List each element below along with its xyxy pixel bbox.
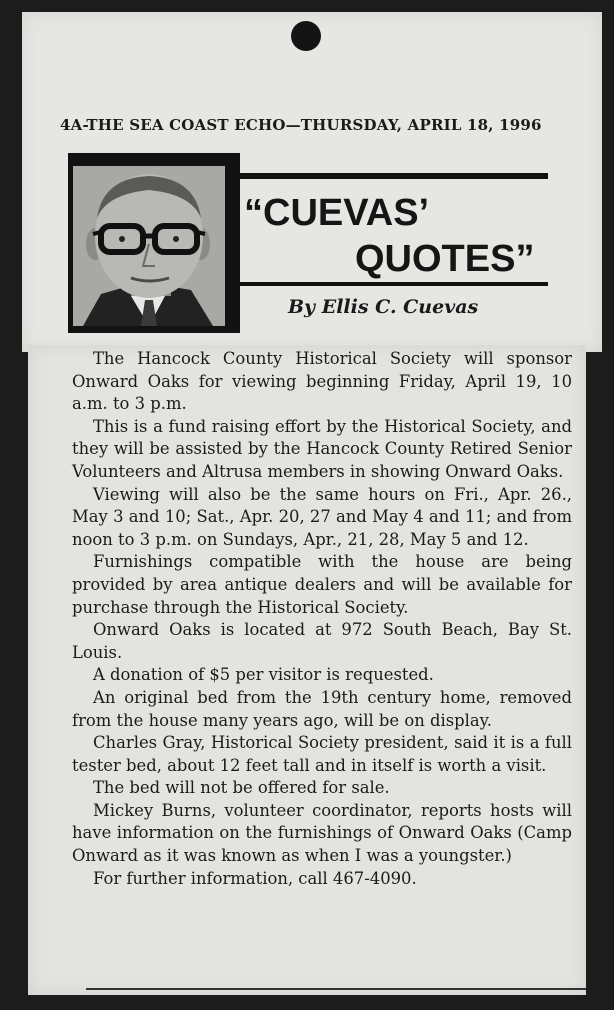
punch-hole	[291, 21, 321, 51]
column-end-rule	[86, 988, 586, 990]
paragraph: Onward Oaks is located at 972 South Beach, Bay St. Louis.	[72, 620, 572, 662]
byline: By Ellis C. Cuevas	[288, 296, 479, 318]
headline-line-2: QUOTES”	[355, 238, 535, 280]
columnist-photo	[73, 166, 225, 326]
headline-line-1: “CUEVAS’	[244, 192, 430, 234]
paragraph: Charles Gray, Historical Society president, said it is a full tester bed, about 12 feet tall and in itself is worth a visit.	[72, 733, 572, 775]
paragraph: For further information, call 467-4090.	[93, 868, 417, 888]
paragraph: The Hancock County Historical Society will sponsor Onward Oaks for viewing beginning Friday, April 19, 10 a.m. to 3 p.m.	[72, 349, 572, 414]
paragraph: This is a fund raising effort by the Historical Society, and they will be assisted by the Hancock County Retired Senior Volunteers and Altrusa members in showing Onward Oaks.	[72, 416, 572, 481]
headline-rule-top	[240, 173, 548, 179]
dateline: 4A-THE SEA COAST ECHO—THURSDAY, APRIL 18, 1996	[60, 116, 542, 134]
columnist-photo-frame	[68, 153, 240, 333]
article-body	[72, 348, 572, 890]
headline-rule-bottom	[240, 282, 548, 286]
paragraph: Mickey Burns, volunteer coordinator, reports hosts will have information on the furnishings of Onward Oaks (Camp Onward as it was known as when I was a youngster.)	[72, 800, 572, 866]
paragraph: A donation of $5 per visitor is requested.	[93, 665, 434, 685]
paragraph: An original bed from the 19th century home, removed from the house many years ago, will be on display.	[72, 687, 572, 730]
portrait-illustration	[73, 166, 225, 326]
paragraph: Furnishings compatible with the house are being provided by area antique dealers and will be available for purchase through the Historical Society.	[72, 552, 572, 617]
paragraph: The bed will not be offered for sale.	[93, 778, 390, 798]
paragraph: Viewing will also be the same hours on Fri., Apr. 26., May 3 and 10; Sat., Apr. 20, 27 and May 4 and 11; and from noon to 3 p.m. on Sundays, Apr., 21, 28, May 5 and 12.	[72, 484, 572, 549]
